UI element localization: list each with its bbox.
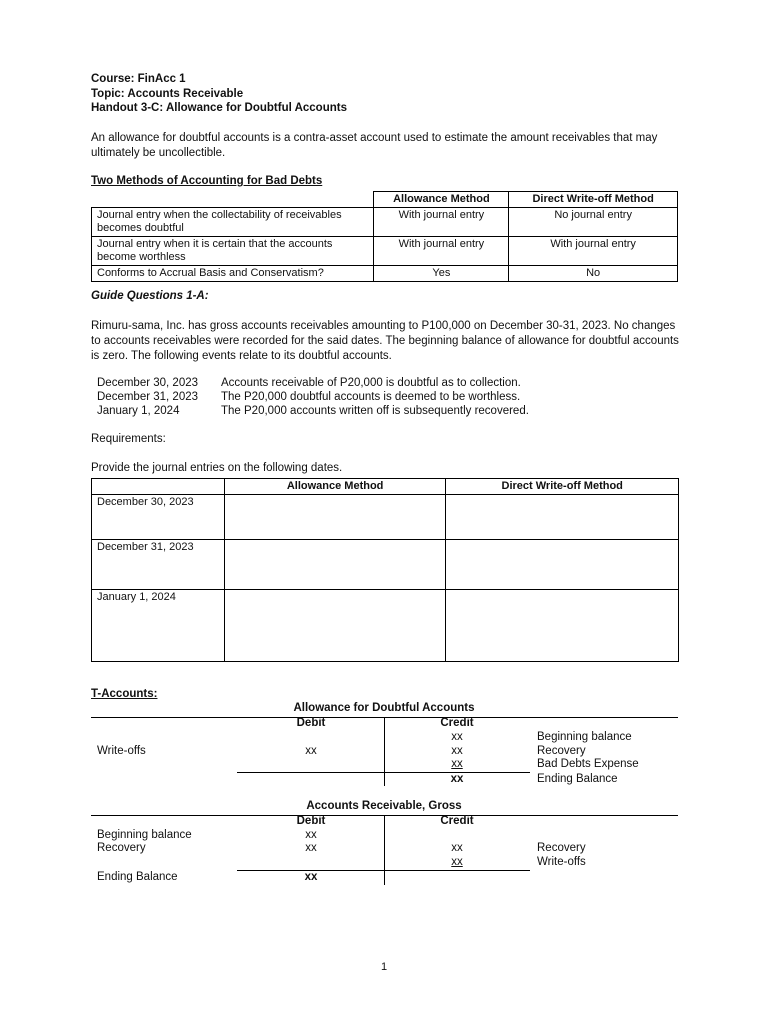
methods-header-blank [92, 192, 374, 208]
receivable-left-label: Ending Balance [97, 871, 178, 883]
direct-entry-cell [446, 540, 679, 590]
receivable-divider [384, 815, 385, 885]
event-text: Accounts receivable of P20,000 is doubtful as to collection. [221, 377, 521, 389]
event-date: January 1, 2024 [97, 405, 180, 417]
methods-cell: No journal entry [509, 208, 678, 237]
receivable-total-rule [237, 870, 530, 871]
allowance-account-name: Allowance for Doubtful Accounts [293, 702, 475, 714]
methods-title: Two Methods of Accounting for Bad Debts [91, 175, 323, 187]
direct-entry-cell [446, 495, 679, 540]
taccounts-title: T-Accounts: [91, 688, 158, 700]
event-date: December 30, 2023 [97, 377, 199, 389]
methods-row-label: Journal entry when the collectability of receivables becomes doubtful [92, 208, 374, 237]
methods-cell: No [509, 266, 678, 282]
entries-header-blank [92, 479, 225, 495]
table-row [92, 266, 678, 282]
methods-header-direct: Direct Write-off Method [509, 192, 678, 208]
methods-cell: With journal entry [374, 237, 509, 266]
receivable-debit-heading: Debit [296, 815, 326, 827]
methods-row-label: Conforms to Accrual Basis and Conservatism? [92, 266, 374, 282]
table-row [92, 590, 679, 662]
receivable-left-label: Recovery [97, 842, 146, 854]
allowance-right-label: Beginning balance [537, 731, 632, 743]
entries-header-direct: Direct Write-off Method [446, 479, 679, 495]
allowance-credit-total: xx [450, 773, 464, 785]
receivable-left-label: Beginning balance [97, 829, 192, 841]
methods-table [91, 191, 678, 282]
table-row [92, 495, 679, 540]
page-number: 1 [380, 961, 388, 973]
receivable-credit-value: xx [451, 856, 463, 868]
table-row [92, 237, 678, 266]
event-date: December 31, 2023 [97, 391, 199, 403]
table-row [92, 208, 678, 237]
allowance-credit-value: xx [451, 731, 463, 743]
problem-paragraph: Rimuru-sama, Inc. has gross accounts receivables amounting to P100,000 on December 30-31, 2023. No changes to accounts receivables were recorded for the said dates. The beginning balance of allowance for doubtful accounts is zero. The following events relate to its doubtful accounts. [91, 320, 679, 362]
methods-row-label: Journal entry when it is certain that the accounts become worthless [92, 237, 374, 266]
allowance-right-label: Recovery [537, 745, 586, 757]
receivable-credit-heading: Credit [440, 815, 474, 827]
allowance-entry-cell [224, 590, 446, 662]
allowance-entry-cell [224, 540, 446, 590]
event-text: The P20,000 doubtful accounts is deemed to be worthless. [221, 391, 521, 403]
entries-header-row [92, 479, 679, 495]
entry-date: December 31, 2023 [92, 540, 225, 590]
intro-paragraph: An allowance for doubtful accounts is a contra-asset account used to estimate the amount receivables that may ultimately be uncollectible. [91, 132, 658, 159]
direct-entry-cell [446, 590, 679, 662]
instruction-text: Provide the journal entries on the following dates. [91, 462, 343, 474]
methods-cell: With journal entry [374, 208, 509, 237]
receivable-credit-value: xx [451, 842, 463, 854]
entry-date: January 1, 2024 [92, 590, 225, 662]
allowance-debit-value: xx [305, 745, 317, 757]
receivable-right-label: Recovery [537, 842, 586, 854]
receivable-debit-total: xx [304, 871, 318, 883]
guide-title: Guide Questions 1-A: [91, 290, 209, 302]
receivable-debit-value: xx [305, 842, 317, 854]
allowance-debit-heading: Debit [296, 717, 326, 729]
methods-cell: Yes [374, 266, 509, 282]
receivable-right-label: Write-offs [537, 856, 586, 868]
methods-header-row [92, 192, 678, 208]
methods-cell: With journal entry [509, 237, 678, 266]
allowance-total-rule [237, 772, 530, 773]
allowance-left-label: Write-offs [97, 745, 146, 757]
allowance-right-label: Ending Balance [537, 773, 618, 785]
course-line: Course: FinAcc 1 [91, 73, 186, 85]
allowance-right-label: Bad Debts Expense [537, 758, 639, 770]
topic-line: Topic: Accounts Receivable [91, 88, 244, 100]
allowance-entry-cell [224, 495, 446, 540]
allowance-credit-heading: Credit [440, 717, 474, 729]
allowance-credit-value: xx [451, 758, 463, 770]
allowance-credit-value: xx [451, 745, 463, 757]
event-text: The P20,000 accounts written off is subsequently recovered. [221, 405, 529, 417]
allowance-divider [384, 717, 385, 786]
receivable-account-name: Accounts Receivable, Gross [306, 800, 462, 812]
methods-header-allowance: Allowance Method [374, 192, 509, 208]
journal-entries-table [91, 478, 679, 662]
entry-date: December 30, 2023 [92, 495, 225, 540]
table-row [92, 540, 679, 590]
entries-header-allowance: Allowance Method [224, 479, 446, 495]
handout-title: Handout 3-C: Allowance for Doubtful Accounts [91, 102, 347, 114]
requirements-label: Requirements: [91, 433, 166, 445]
receivable-debit-value: xx [305, 829, 317, 841]
